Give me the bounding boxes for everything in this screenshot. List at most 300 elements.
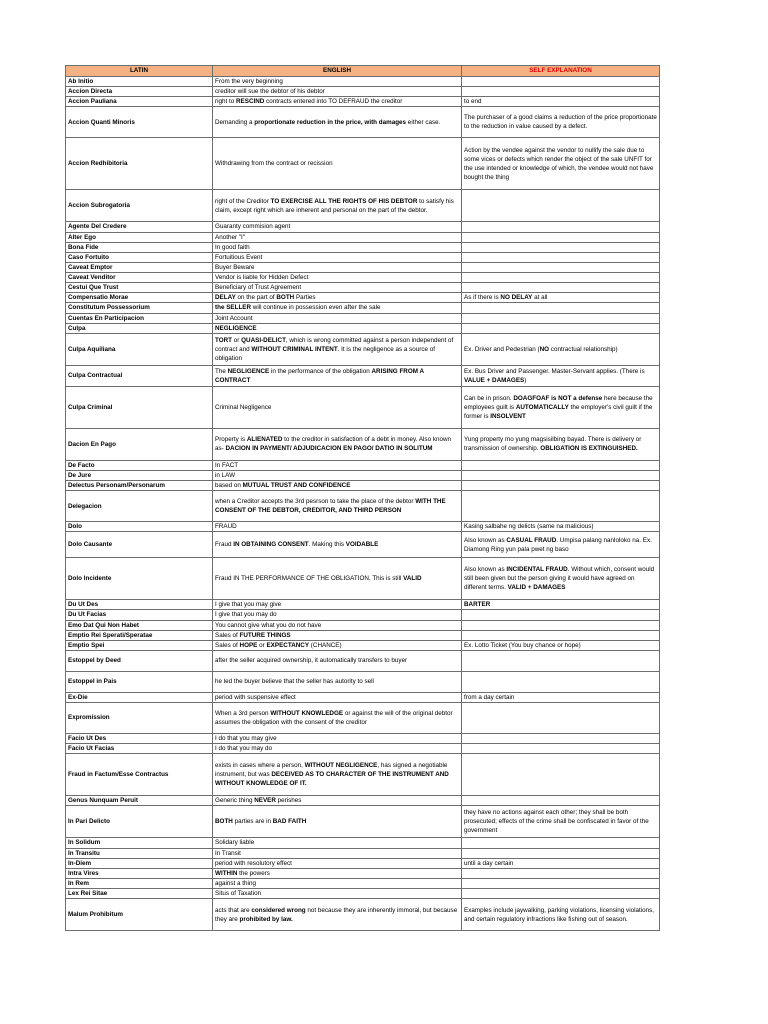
english-run: HOPE [239, 641, 258, 649]
english-run: ALIENATED [246, 436, 283, 444]
english-run: when a Creditor accepts the 3rd pesrson to take the place of the debtor [215, 498, 416, 505]
self-explanation-cell [462, 283, 660, 293]
english-run: I give that you may do [215, 611, 277, 619]
table-row [66, 848, 660, 858]
latin-term-cell: Culpa [66, 323, 213, 333]
latin-term-cell: Du Ut Des [66, 600, 213, 610]
english-run: not because they are inherently immoral, but because they are [215, 906, 458, 923]
self-explanation-cell [462, 806, 660, 838]
latin-term-cell: Facio Ut Facias [66, 744, 213, 754]
english-meaning-cell [213, 313, 462, 323]
latin-term-cell: Dolo Causante [66, 532, 213, 558]
english-run: exists in cases where a person, [215, 762, 305, 770]
self-explanation-cell [462, 558, 660, 600]
latin-term-cell: Agente Del Credere [66, 222, 213, 232]
english-run: MUTUAL TRUST AND CONFIDENCE [242, 482, 351, 489]
glossary-table [65, 65, 660, 931]
english-run: Beneficiary of Trust Agreement [215, 284, 302, 292]
table-row [66, 365, 660, 386]
table-row [66, 107, 660, 138]
latin-term-cell: Estoppel by Deed [66, 650, 213, 671]
table-row [66, 868, 660, 878]
latin-term-cell: De Jure [66, 470, 213, 480]
table-row [66, 878, 660, 888]
self-explanation-cell [462, 868, 660, 878]
english-run: BAD FAITH [272, 818, 307, 826]
english-run: or against the will of the original debtor assumes the obligation with the consent of the creditor [215, 709, 453, 726]
english-run: FRAUD [215, 523, 237, 531]
latin-term-cell: Accion Quanti Minoris [66, 107, 213, 138]
self-explanation-cell [462, 899, 660, 931]
english-run: When a 3rd person [215, 709, 271, 717]
self-explanation-cell [462, 744, 660, 754]
table-row [66, 428, 660, 460]
table-row [66, 333, 660, 365]
self-explanation-cell [462, 77, 660, 87]
latin-term-cell: Delectus Personam/Personarum [66, 481, 213, 491]
table-row [66, 273, 660, 283]
latin-term-cell: Accion Directa [66, 87, 213, 97]
english-meaning-cell [213, 522, 462, 532]
latin-term-cell: In Transitu [66, 848, 213, 858]
self-explanation-cell [462, 242, 660, 252]
table-row [66, 222, 660, 232]
table-row [66, 77, 660, 87]
english-run: Generic thing [215, 797, 255, 805]
english-meaning-cell [213, 640, 462, 650]
english-meaning-cell [213, 703, 462, 734]
english-run: In Transit [215, 849, 241, 857]
latin-term-cell: Accion Pauliana [66, 97, 213, 107]
table-row [66, 303, 660, 313]
english-run: I give that you may give [215, 601, 282, 609]
self-explanation-cell [462, 313, 660, 323]
english-meaning-cell [213, 386, 462, 428]
english-meaning-cell [213, 273, 462, 283]
english-run: either case. [406, 118, 441, 126]
english-run: contracts entered into TO DEFRAUD the creditor [264, 98, 403, 106]
latin-term-cell: Expromission [66, 703, 213, 734]
self-explanation-run: the employer's civil guilt if the former is [464, 403, 653, 420]
english-run: IN OBTAINING CONSENT [233, 541, 309, 549]
english-run: Property is [215, 436, 247, 444]
self-explanation-run: As if there is [464, 294, 501, 302]
english-run: Another "I" [215, 233, 246, 241]
english-meaning-cell [213, 232, 462, 242]
self-explanation-run: from a day certain [464, 693, 515, 701]
english-run: prohibited by law. [239, 915, 293, 923]
english-run: Solidary liable [215, 839, 255, 847]
english-meaning-cell [213, 222, 462, 232]
english-run: right of the Creditor [215, 197, 271, 205]
english-run: Fortuitious Event [215, 253, 263, 261]
self-explanation-cell [462, 630, 660, 640]
self-explanation-cell [462, 365, 660, 386]
latin-term-cell: Ab Initio [66, 77, 213, 87]
self-explanation-run: ) [524, 376, 527, 384]
english-meaning-cell [213, 754, 462, 796]
self-explanation-run: CASUAL FRAUD [506, 536, 557, 544]
self-explanation-cell [462, 262, 660, 272]
latin-term-cell: Emo Dat Qui Non Habet [66, 620, 213, 630]
english-run: to satisfy his claim, except right which are inherent and personal on the part of the debtor. [215, 197, 454, 214]
self-explanation-cell [462, 600, 660, 610]
latin-term-cell: Culpa Criminal [66, 386, 213, 428]
table-row [66, 491, 660, 522]
self-explanation-cell [462, 650, 660, 671]
header-latin: LATIN [66, 66, 213, 77]
self-explanation-run: Can be in prison. [464, 394, 514, 402]
english-meaning-cell [213, 293, 462, 303]
self-explanation-cell [462, 858, 660, 868]
english-meaning-cell [213, 796, 462, 806]
latin-term-cell: Fraud in Factum/Esse Contractus [66, 754, 213, 796]
english-run: VOIDABLE [345, 541, 379, 549]
english-run: Buyer Beware [215, 263, 255, 271]
self-explanation-cell [462, 703, 660, 734]
english-meaning-cell [213, 858, 462, 868]
latin-term-cell: Lex Rei Sitae [66, 889, 213, 899]
english-run: FUTURE THINGS [239, 631, 291, 639]
self-explanation-run: INSOLVENT [490, 412, 526, 420]
english-meaning-cell [213, 620, 462, 630]
self-explanation-run: Ex. Lotto Ticket (You buy chance or hope) [464, 641, 581, 649]
english-run: Situs of Taxation [215, 890, 262, 897]
self-explanation-cell [462, 522, 660, 532]
latin-term-cell: Constitutum Possessorium [66, 303, 213, 313]
latin-term-cell: Ex-Die [66, 692, 213, 702]
self-explanation-cell [462, 386, 660, 428]
english-meaning-cell [213, 428, 462, 460]
self-explanation-cell [462, 838, 660, 848]
latin-term-cell: Facio Ut Des [66, 734, 213, 744]
self-explanation-run: to end [464, 98, 482, 106]
english-meaning-cell [213, 107, 462, 138]
table-row [66, 734, 660, 744]
self-explanation-cell [462, 848, 660, 858]
english-meaning-cell [213, 868, 462, 878]
latin-term-cell: De Facto [66, 460, 213, 470]
table-row [66, 610, 660, 620]
header-english: ENGLISH [213, 66, 462, 77]
table-row [66, 899, 660, 931]
self-explanation-cell [462, 232, 660, 242]
english-run: I do that you may give [215, 735, 277, 742]
table-row [66, 323, 660, 333]
english-run: the SELLER [215, 304, 252, 312]
self-explanation-run: VALID + DAMAGES [507, 584, 566, 592]
english-run: (CHANCE) [309, 641, 342, 649]
self-explanation-run: Also known as [464, 566, 507, 574]
self-explanation-run: until a day certain [464, 859, 514, 867]
self-explanation-cell [462, 620, 660, 630]
latin-term-cell: Compensatio Morae [66, 293, 213, 303]
self-explanation-cell [462, 97, 660, 107]
english-run: WITHOUT KNOWLEDGE [270, 709, 344, 717]
english-run: Sales of [215, 631, 240, 639]
english-run: Demanding a [215, 118, 255, 126]
english-run: based on [215, 482, 243, 489]
english-run: WITHIN [215, 869, 238, 877]
table-row [66, 620, 660, 630]
self-explanation-cell [462, 323, 660, 333]
header-row [66, 66, 660, 77]
table-row [66, 671, 660, 692]
table-row [66, 97, 660, 107]
english-run: or [257, 641, 267, 649]
english-run: right to [215, 98, 236, 106]
self-explanation-run: here because the employees guilt is [464, 394, 653, 411]
english-run: on the part of [235, 294, 277, 302]
table-row [66, 630, 660, 640]
english-run: Guaranty commision agent [215, 223, 291, 231]
self-explanation-run: Kasing salbahe ng delicts (same na malicious) [464, 523, 594, 531]
english-meaning-cell [213, 262, 462, 272]
english-meaning-cell [213, 734, 462, 744]
table-row [66, 703, 660, 734]
self-explanation-run: . Umpisa palang nanloloko na. Ex. Diamong Ring yun pala pwet ng baso [464, 536, 652, 553]
english-run: In good faith [215, 243, 250, 251]
english-meaning-cell [213, 77, 462, 87]
english-run: BOTH [276, 294, 295, 302]
english-run: DECEIVED AS TO CHARACTER OF THE INSTRUMENT AND WITHOUT KNOWLEDGE OF IT. [215, 771, 449, 788]
self-explanation-run: at all [532, 294, 548, 302]
latin-term-cell: Cuentas En Participacion [66, 313, 213, 323]
latin-term-cell: Alter Ego [66, 232, 213, 242]
latin-term-cell: Cestui Que Trust [66, 283, 213, 293]
english-run: will continue in possession even after the sale [251, 304, 381, 312]
self-explanation-cell [462, 470, 660, 480]
english-meaning-cell [213, 744, 462, 754]
latin-term-cell: Dacion En Pago [66, 428, 213, 460]
latin-term-cell: Malum Prohibitum [66, 899, 213, 931]
table-row [66, 692, 660, 702]
english-meaning-cell [213, 806, 462, 838]
self-explanation-cell [462, 222, 660, 232]
self-explanation-run: Ex. Driver and Pedestrian ( [464, 345, 540, 353]
english-run: considered wrong [251, 906, 306, 914]
latin-term-cell: Dolo Incidente [66, 558, 213, 600]
self-explanation-cell [462, 273, 660, 283]
english-run: in LAW [215, 471, 236, 479]
english-meaning-cell [213, 190, 462, 222]
english-run: proportionate reduction in the price, with damages [254, 118, 407, 126]
english-run: after the seller acquired ownership, it automatically transfers to buyer [215, 657, 408, 665]
latin-term-cell: Emptio Spei [66, 640, 213, 650]
english-run: DACION IN PAYMENT/ ADJUDICACION EN PAGO/ DATIO IN SOLITUM [225, 445, 433, 453]
self-explanation-cell [462, 671, 660, 692]
latin-term-cell: Culpa Contractual [66, 365, 213, 386]
english-run: NEGLIGENCE [227, 367, 270, 375]
english-meaning-cell [213, 838, 462, 848]
latin-term-cell: Intra Vires [66, 868, 213, 878]
english-run: NEGLIGENCE [215, 324, 257, 332]
english-run: WITHOUT CRIMINAL INTENT [251, 345, 338, 353]
english-run: Fraud IN THE PERFORMANCE OF THE OBLIGATION. This is still [215, 575, 404, 583]
english-run: In FACT [215, 461, 239, 469]
latin-term-cell: Dolo [66, 522, 213, 532]
english-run: The [215, 367, 228, 375]
table-row [66, 313, 660, 323]
self-explanation-run: Ex. Bus Driver and Passenger. Master-Servant applies. (There is [464, 367, 645, 375]
self-explanation-cell [462, 796, 660, 806]
self-explanation-run: The purchaser of a good claims a reduction of the price proportionate to the reduction in value caused by a defect. [464, 114, 657, 131]
self-explanation-run: AUTOMATICALLY [515, 403, 569, 411]
english-run: You cannot give what you do not have [215, 621, 322, 629]
english-run: , which is wrong committed against a person independent of contract and [215, 336, 454, 353]
english-run: From the very beginning [215, 78, 283, 85]
self-explanation-cell [462, 878, 660, 888]
english-run: Vendor is liable for Hidden Defect [215, 274, 309, 281]
english-run: parties are in [232, 818, 273, 826]
english-run: period with suspensive effect [215, 693, 296, 701]
table-row [66, 190, 660, 222]
latin-term-cell: Caveat Venditor [66, 273, 213, 283]
self-explanation-cell [462, 460, 660, 470]
self-explanation-cell [462, 190, 660, 222]
table-row [66, 640, 660, 650]
table-row [66, 600, 660, 610]
english-meaning-cell [213, 460, 462, 470]
self-explanation-cell [462, 481, 660, 491]
table-row [66, 87, 660, 97]
self-explanation-cell [462, 107, 660, 138]
self-explanation-cell [462, 333, 660, 365]
self-explanation-run: contractual relationship) [549, 345, 618, 353]
latin-term-cell: Estoppel in Pais [66, 671, 213, 692]
self-explanation-cell [462, 610, 660, 620]
latin-term-cell: Du Ut Facias [66, 610, 213, 620]
english-meaning-cell [213, 650, 462, 671]
table-row [66, 460, 660, 470]
latin-term-cell: Accion Subrogatoria [66, 190, 213, 222]
latin-term-cell: Caveat Emptor [66, 262, 213, 272]
table-row [66, 796, 660, 806]
latin-term-cell: In Rem [66, 878, 213, 888]
table-row [66, 744, 660, 754]
latin-term-cell: Delegacion [66, 491, 213, 522]
english-run: RESCIND [236, 98, 265, 106]
english-run: acts that are [215, 906, 252, 914]
english-run: Parties [294, 294, 316, 302]
english-run: , has signed a negotiable instrument, but was [215, 762, 448, 779]
english-meaning-cell [213, 252, 462, 262]
english-meaning-cell [213, 889, 462, 899]
english-meaning-cell [213, 470, 462, 480]
english-meaning-cell [213, 87, 462, 97]
table-row [66, 481, 660, 491]
table-row [66, 232, 660, 242]
table-row [66, 532, 660, 558]
self-explanation-cell [462, 138, 660, 190]
english-meaning-cell [213, 878, 462, 888]
latin-term-cell: In Solidum [66, 838, 213, 848]
english-run: perishes [275, 797, 302, 805]
english-run: TORT [215, 336, 233, 344]
table-row [66, 252, 660, 262]
self-explanation-run: OBLIGATION IS EXTINGUISHED. [540, 445, 638, 453]
self-explanation-run: NO [539, 345, 550, 353]
self-explanation-cell [462, 734, 660, 744]
english-meaning-cell [213, 283, 462, 293]
english-run: ARISING FROM A CONTRACT [215, 367, 424, 384]
self-explanation-cell [462, 252, 660, 262]
table-row [66, 754, 660, 796]
latin-term-cell: In-Diem [66, 858, 213, 868]
self-explanation-run: DOAGFOAF is NOT a defense [513, 394, 603, 402]
self-explanation-cell [462, 303, 660, 313]
english-meaning-cell [213, 671, 462, 692]
english-meaning-cell [213, 481, 462, 491]
table-row [66, 262, 660, 272]
english-run: creditor will sue the debtor of his debtor [215, 88, 325, 96]
english-run: Criminal Negligence [215, 403, 272, 411]
english-meaning-cell [213, 303, 462, 313]
self-explanation-cell [462, 754, 660, 796]
english-run: TO EXERCISE ALL THE RIGHTS OF HIS DEBTOR [270, 197, 418, 205]
self-explanation-run: Action by the vendee against the vendor to nullify the sale due to some vices or defects which render the object of the sale UNFIT for the use intended or knowledge of which, the vendee would not have bought the thing [464, 146, 654, 181]
english-run: I do that you may do [215, 745, 273, 753]
self-explanation-run: INCIDENTAL FRAUD [506, 566, 568, 574]
self-explanation-run: Examples include jaywalking, parking violations, licensing violations, and certain regulatory infractions like fishing out of season. [464, 906, 655, 923]
self-explanation-run: Yung property mo yung magsisilbing bayad. There is delivery or transmission of ownership. [464, 436, 642, 453]
english-meaning-cell [213, 848, 462, 858]
header-self-explanation: SELF EXPLANATION [462, 66, 660, 77]
english-run: VALID [403, 575, 422, 583]
english-run: to the creditor in satisfaction of a debt in money. Also known as- [215, 436, 452, 453]
english-run: period with resolutory effect [215, 859, 292, 867]
english-meaning-cell [213, 365, 462, 386]
english-meaning-cell [213, 138, 462, 190]
english-run: in the performance of the obligation [269, 367, 372, 375]
table-row [66, 806, 660, 838]
table-row [66, 470, 660, 480]
latin-term-cell: Culpa Aquiliana [66, 333, 213, 365]
table-row [66, 242, 660, 252]
self-explanation-run: BARTER [464, 601, 491, 609]
english-meaning-cell [213, 491, 462, 522]
table-row [66, 138, 660, 190]
english-meaning-cell [213, 558, 462, 600]
english-meaning-cell [213, 532, 462, 558]
english-meaning-cell [213, 600, 462, 610]
english-meaning-cell [213, 610, 462, 620]
english-run: EXPECTANCY [266, 641, 310, 649]
latin-term-cell: Caso Fortuito [66, 252, 213, 262]
self-explanation-cell [462, 428, 660, 460]
self-explanation-run: VALUE + DAMAGES [464, 376, 525, 384]
english-run: . Making this [308, 541, 346, 549]
english-meaning-cell [213, 323, 462, 333]
table-body [66, 77, 660, 931]
latin-term-cell: Bona Fide [66, 242, 213, 252]
self-explanation-cell [462, 692, 660, 702]
english-run: the powers [237, 869, 270, 877]
table-row [66, 386, 660, 428]
english-meaning-cell [213, 630, 462, 640]
table-row [66, 889, 660, 899]
self-explanation-cell [462, 532, 660, 558]
english-run: against a thing [215, 879, 256, 887]
english-run: Withdrawing from the contract or recission [215, 160, 333, 168]
english-meaning-cell [213, 692, 462, 702]
latin-term-cell: In Pari Delicto [66, 806, 213, 838]
table-row [66, 283, 660, 293]
english-run: BOTH [215, 818, 233, 826]
latin-term-cell: Emptio Rei Sperati/Speratae [66, 630, 213, 640]
english-run: Fraud [215, 541, 234, 549]
table-row [66, 838, 660, 848]
